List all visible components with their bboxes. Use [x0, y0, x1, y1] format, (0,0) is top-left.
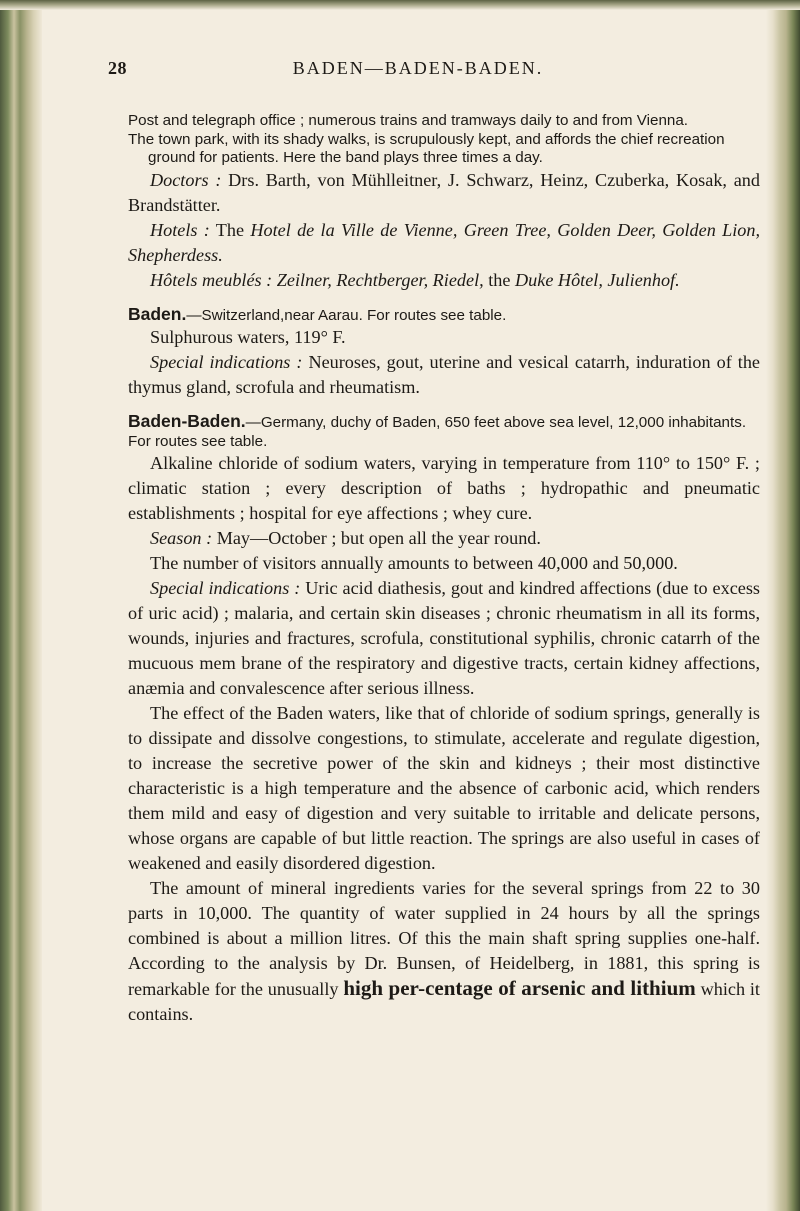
- season-label: Season :: [150, 528, 213, 548]
- baden-intro: —Switzerland,near Aarau. For routes see table.: [186, 306, 507, 324]
- vienna-transport-note: Post and telegraph office ; numerous trains and tramways daily to and from Vienna.: [128, 112, 689, 129]
- baden-baden-waters: Alkaline chloride of sodium waters, varying in temperature from 110° to 150° F. ; climatic station ; every description of baths ; hydropathic and pneumatic establishments ; hospital for eye affections ; whey cure.: [128, 453, 760, 523]
- vienna-hotels-meubles: [128, 268, 760, 293]
- season-text: May—October ; but open all the year round.: [212, 528, 541, 548]
- baden-baden-amount: [128, 876, 760, 1027]
- baden-baden-entry-heading: [128, 412, 760, 451]
- baden-baden-indications: [128, 576, 760, 701]
- hotels-the: The: [209, 219, 251, 240]
- meubles-text-b: Duke Hôtel, Julienhof.: [515, 269, 680, 290]
- baden-name: Baden.: [128, 303, 187, 324]
- bb-indications-text: Uric acid diathesis, gout and kindred affections (due to excess of uric acid) ; malaria, and certain skin diseases ; chronic rheumatism in all its forms, wounds, injuries and fractures, scrofula, constitutional syphilis, chronic catarrh of the mucuous mem brane of the respiratory and digestive tracts, certain kidney affections, anæmia and convalescence after serious illness.: [128, 578, 760, 698]
- baden-baden-effect: The effect of the Baden waters, like that of chloride of sodium springs, generally is to dissipate and dissolve congestions, to stimulate, accelerate and regulate digestion, to increase the secretive power of the skin and kidneys ; their most distinctive characteristic is a high temperature and the absence of carbonic acid, which renders them mild and easy of digestion and very suitable to irritable and delicate persons, whose organs are capable of but little reaction. The springs are also useful in cases of weakened and easily disordered digestion.: [128, 703, 760, 873]
- bb-indications-label: Special indications :: [150, 578, 301, 598]
- page-body: [128, 112, 760, 1027]
- baden-indications-label: Special indications :: [150, 352, 303, 372]
- baden-waters: Sulphurous waters, 119° F.: [150, 327, 346, 347]
- vienna-doctors: [128, 168, 760, 218]
- page-number: 28: [108, 58, 127, 78]
- amount-emphasis: high per-centage of arsenic and lithium: [343, 976, 696, 1000]
- hotels-label: Hotels :: [150, 219, 210, 240]
- page-edge-top: [0, 0, 800, 10]
- baden-baden-season: [128, 526, 760, 551]
- baden-baden-name: Baden-Baden.: [128, 411, 246, 431]
- page-header: [108, 58, 768, 82]
- meubles-text-a: Zeilner, Rechtberger, Riedel,: [272, 269, 484, 290]
- baden-indications-text: Neuroses, gout, uterine and vesical catarrh, induration of the thymus gland, scrofula and rheumatism.: [128, 352, 760, 397]
- vienna-park-note: The town park, with its shady walks, is scrupulously kept, and affords the chief recreation ground for patients. Here the band plays three times a day.: [128, 130, 725, 166]
- meubles-the: the: [483, 269, 516, 290]
- doctors-text: Drs. Barth, von Mühlleitner, J. Schwarz, Heinz, Czuberka, Kosak, and Brandstätter.: [128, 169, 760, 215]
- hotels-text: Hotel de la Ville de Vienne, Green Tree, Golden Deer, Golden Lion, Shepherdess.: [128, 219, 760, 265]
- vienna-hotels: [128, 218, 760, 268]
- baden-indications: [128, 350, 760, 400]
- amount-text-a: The amount of mineral ingredients varies for the several springs from 22 to 30 parts in 10,000. The quantity of water supplied in 24 hours by all the springs combined is about a million litres. Of this the main shaft spring supplies one-half. According to the analysis by Dr. Bunsen, of Heidelberg, in 1881, this spring is remarkable for the unusually: [128, 878, 760, 999]
- meubles-label: Hôtels meublés :: [150, 269, 273, 290]
- baden-baden-visitors: The number of visitors annually amounts to between 40,000 and 50,000.: [150, 553, 678, 573]
- baden-baden-intro: —Germany, duchy of Baden, 650 feet above sea level, 12,000 inhabitants. For routes see table.: [128, 414, 747, 450]
- running-head: BADEN—BADEN-BADEN.: [292, 58, 544, 78]
- baden-entry-heading: [128, 305, 760, 326]
- amount-text-b: which it contains.: [128, 979, 760, 1024]
- page-binding-edge-left: [0, 0, 42, 1211]
- doctors-label: Doctors :: [150, 169, 222, 190]
- page-edge-right: [766, 0, 800, 1211]
